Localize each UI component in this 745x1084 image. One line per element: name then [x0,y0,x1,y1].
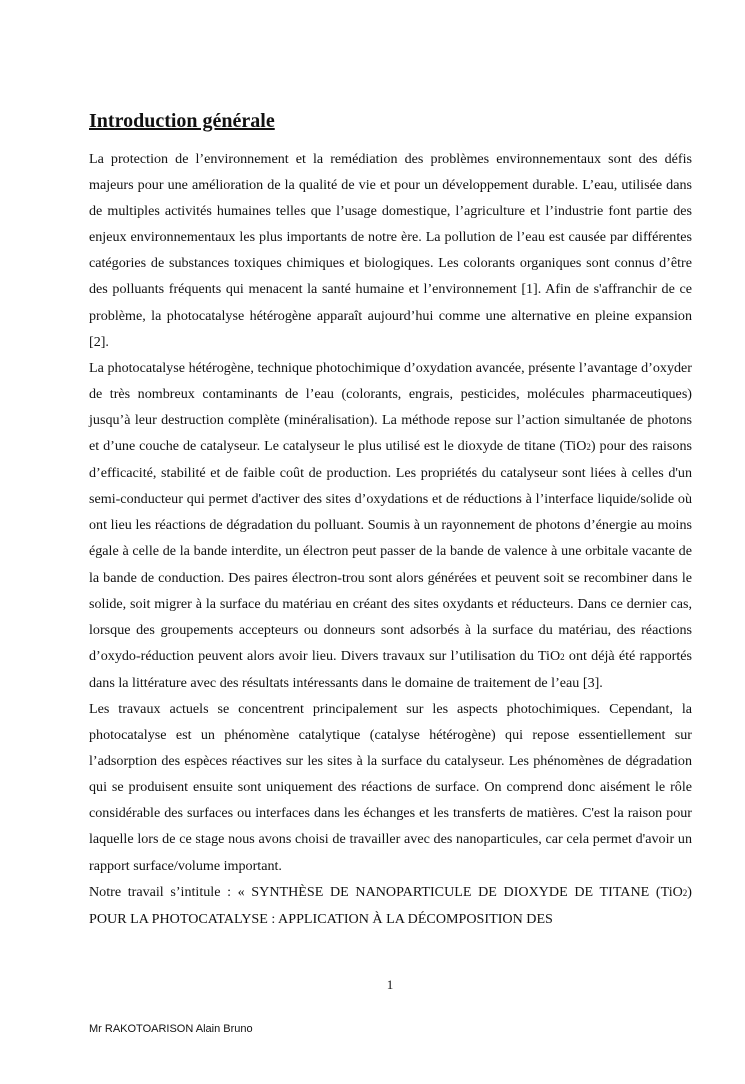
paragraph-3: Les travaux actuels se concentrent principalement sur les aspects photochimiques. Cependant, la photocatalyse est un phénomène catalytique (catalyse hétérogène) qui repose essentiellement sur l’adsorption des espèces réactives sur les sites à la surface du catalyseur. Les phénomènes de dégradation qui se produisent ensuite sont uniquement des réactions de surface. On comprend donc aisément le rôle considérable des surfaces ou interfaces dans les échanges et les transferts de matières. C'est la raison pour laquelle lors de ce stage nous avons choisi de travailler avec des nanoparticules, car cela permet d'avoir un rapport surface/volume important. [89,700,692,874]
page-title: Introduction générale [89,110,275,132]
paragraph-2-part-3: ont déjà été rapportés dans la littérature avec des résultats intéressants dans le domaine de traitement de l’eau [3]. [89,647,692,691]
footer-author: Mr RAKOTOARISON Alain Bruno [89,1023,253,1035]
paragraph-2-part-2: ) pour des raisons d’efficacité, stabilité et de faible coût de production. Les propriétés du catalyseur sont liées à celles d'un semi-conducteur qui permet d'activer des sites d’oxydations et de réductions à l’interface liquide/solide où ont lieu les réactions de dégradation du polluant. Soumis à un rayonnement de photons d’énergie au moins égale à celle de la bande interdite, un électron peut passer de la bande de valence à une orbitale vacante de la bande de conduction. Des paires électron-trou sont alors générées et peuvent soit se recombiner dans le solide, soit migrer à la surface du matériau en créant des sites oxydants et réducteurs. Dans ce dernier cas, lorsque des groupements accepteurs ou donneurs sont adsorbés à la surface du matériau, des réactions d’oxydo-réduction peuvent alors avoir lieu. Divers travaux sur l’utilisation du TiO [89,438,692,664]
paragraph-4-part-2: ) POUR LA PHOTOCATALYSE : APPLICATION À LA DÉCOMPOSITION DES [89,883,692,927]
paragraph-4-part-1: Notre travail s’intitule : « SYNTHÈSE DE NANOPARTICULE DE DIOXYDE DE TITANE (TiO [89,883,683,900]
page-number: 1 [386,977,394,992]
paragraph-1: La protection de l’environnement et la remédiation des problèmes environnementaux sont des défis majeurs pour une amélioration de la qualité de vie et pour un développement durable. L’eau, utilisée dans de multiples activités humaines telles que l’usage domestique, l’agriculture et l’industrie font partie des enjeux environnementaux les plus importants de notre ère. La pollution de l’eau est causée par différentes catégories de substances toxiques chimiques et biologiques. Les colorants organiques sont connus d’être des polluants fréquents qui menacent la santé humaine et l’environnement [1]. Afin de s'affranchir de ce problème, la photocatalyse hétérogène apparaît aujourd’hui comme une alternative en pleine expansion [2]. [89,151,692,350]
subscript-2: 2 [682,887,688,898]
paragraph-2-part-1: La photocatalyse hétérogène, technique photochimique d’oxydation avancée, présente l’avantage d’oxyder de très nombreux contaminants de l’eau (colorants, engrais, pesticides, molécules pharmaceutiques) jusqu’à leur destruction complète (minéralisation). La méthode repose sur l’action simultanée de photons et d’une couche de catalyseur. Le catalyseur le plus utilisé est le dioxyde de titane (TiO [89,359,692,455]
subscript-2: 2 [586,442,591,453]
paragraph-4 [89,879,692,932]
body-text [89,146,692,932]
paragraph-2 [89,355,692,696]
subscript-2: 2 [560,651,565,662]
